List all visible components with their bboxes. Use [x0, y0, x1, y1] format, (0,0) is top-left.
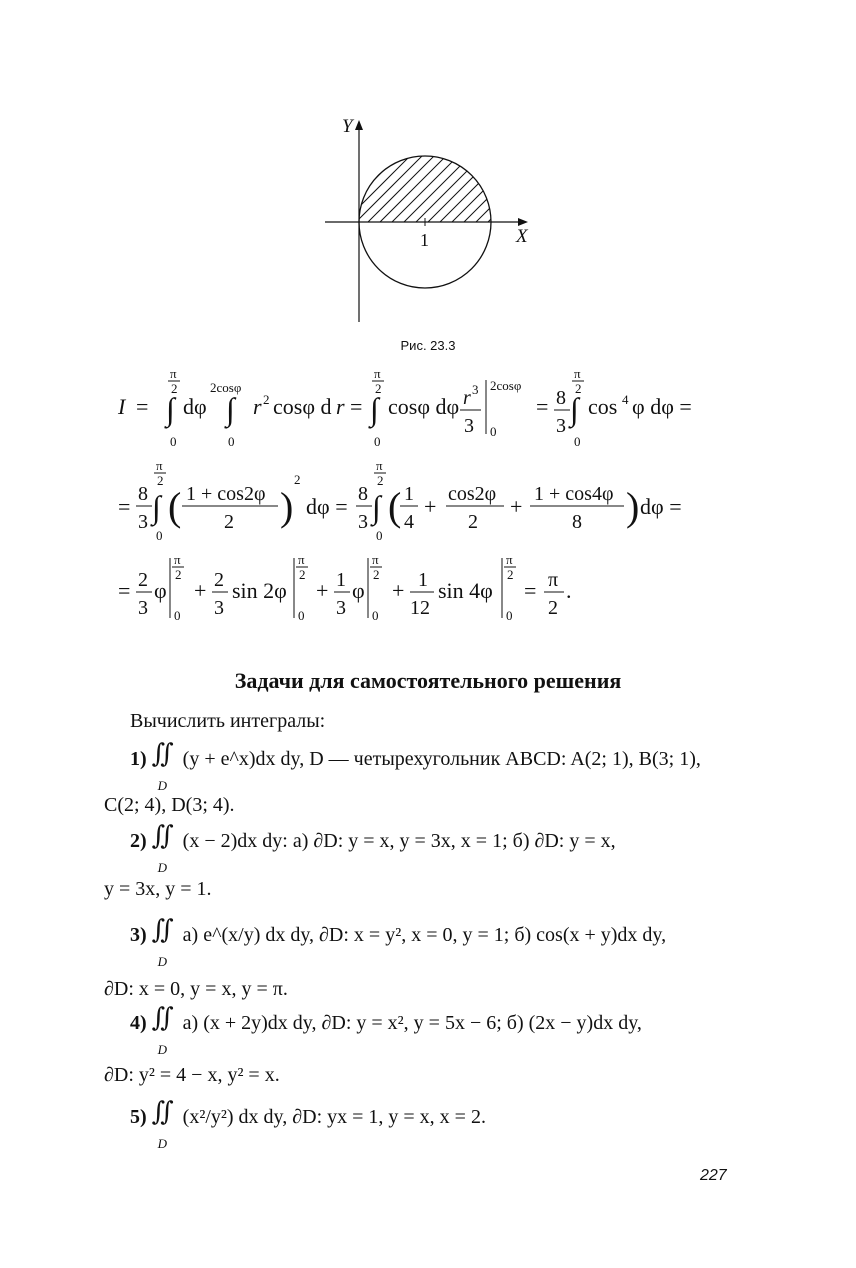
- svg-text:1 + cos4φ: 1 + cos4φ: [534, 483, 614, 505]
- svg-text:8: 8: [556, 387, 566, 409]
- svg-text:1: 1: [404, 483, 414, 505]
- svg-text:12: 12: [410, 597, 430, 619]
- double-integral-icon: ∬ D: [151, 1003, 174, 1058]
- svg-text:3: 3: [464, 415, 474, 437]
- x-axis-label: X: [516, 226, 528, 247]
- svg-text:2: 2: [214, 569, 224, 591]
- svg-text:+: +: [194, 578, 207, 603]
- svg-text:0: 0: [374, 434, 381, 449]
- svg-text:3: 3: [556, 415, 566, 437]
- svg-text:0: 0: [490, 424, 497, 439]
- problem-2-number: 2): [130, 830, 147, 852]
- svg-text:cos2φ: cos2φ: [448, 483, 497, 505]
- svg-text:4: 4: [404, 511, 414, 533]
- problem-1-continuation: C(2; 4), D(3; 4).: [104, 794, 235, 816]
- svg-text:2: 2: [299, 567, 306, 582]
- svg-text:4: 4: [622, 392, 629, 407]
- svg-text:+: +: [424, 494, 437, 519]
- svg-text:2: 2: [468, 511, 478, 533]
- svg-text:=: =: [118, 578, 131, 603]
- section-heading: Задачи для самостоятельного решения: [234, 668, 622, 693]
- svg-text:I: I: [118, 394, 126, 419]
- svg-text:2: 2: [294, 472, 301, 487]
- svg-text:3: 3: [472, 382, 479, 397]
- double-integral-icon: ∬ D: [151, 1097, 174, 1152]
- problem-5: [130, 1097, 754, 1152]
- tick-label: 1: [420, 230, 429, 250]
- svg-text:∫: ∫: [370, 391, 379, 427]
- svg-text:r: r: [463, 387, 471, 409]
- svg-text:0: 0: [228, 434, 235, 449]
- svg-text:(: (: [388, 484, 402, 529]
- svg-text:π: π: [156, 458, 163, 473]
- problem-2-continuation: y = 3x, y = 1.: [104, 878, 212, 900]
- y-axis-arrow: [355, 120, 363, 130]
- svg-text:+: +: [392, 578, 405, 603]
- region-figure: [300, 108, 550, 330]
- svg-text:2: 2: [575, 381, 582, 396]
- svg-text:∫: ∫: [166, 391, 175, 427]
- svg-text:π: π: [174, 552, 181, 567]
- svg-text:): ): [626, 484, 640, 529]
- svg-text:∫: ∫: [372, 489, 381, 525]
- page-number: 227: [700, 1167, 727, 1184]
- svg-text:φ: φ: [154, 578, 167, 603]
- problem-1-number: 1): [130, 748, 147, 770]
- svg-text:π: π: [548, 569, 559, 591]
- problem-2-text: (x − 2)dx dy: а) ∂D: y = x, y = 3x, x = 1; б) ∂D: y = x,: [182, 830, 616, 852]
- svg-text:0: 0: [574, 434, 581, 449]
- problem-3-number: 3): [130, 924, 147, 946]
- problem-3-continuation: ∂D: x = 0, y = x, y = π.: [104, 978, 288, 1000]
- problem-1-text: (y + e^x)dx dy, D — четырехугольник ABCD: A(2; 1), B(3; 1),: [182, 748, 701, 770]
- svg-text:1 + cos2φ: 1 + cos2φ: [186, 483, 266, 505]
- svg-text:3: 3: [214, 597, 224, 619]
- hatching: [304, 148, 550, 238]
- svg-text:π: π: [298, 552, 305, 567]
- svg-text:=: =: [118, 494, 131, 519]
- formula-line-1: [108, 366, 768, 449]
- y-axis-label: Y: [342, 116, 353, 137]
- svg-text:2cosφ: 2cosφ: [210, 380, 242, 395]
- svg-text:.: .: [566, 578, 572, 603]
- svg-text:2: 2: [138, 569, 148, 591]
- svg-text:0: 0: [372, 608, 379, 623]
- problem-2: [130, 821, 754, 876]
- problem-4-number: 4): [130, 1012, 147, 1034]
- formula-line-3: [108, 552, 768, 632]
- svg-text:r: r: [253, 394, 262, 419]
- svg-text:dφ =: dφ =: [640, 494, 682, 519]
- svg-text:3: 3: [138, 597, 148, 619]
- svg-text:∫: ∫: [152, 489, 161, 525]
- double-integral-icon: ∬ D: [151, 821, 174, 876]
- svg-text:π: π: [374, 366, 381, 381]
- svg-text:1: 1: [418, 569, 428, 591]
- svg-text:φ dφ =: φ dφ =: [632, 394, 692, 419]
- svg-text:π: π: [376, 458, 383, 473]
- svg-text:1: 1: [336, 569, 346, 591]
- svg-text:π: π: [170, 366, 177, 381]
- problem-4-text: а) (x + 2y)dx dy, ∂D: y = x², y = 5x − 6; б) (2x − y)dx dy,: [182, 1012, 642, 1034]
- figure-caption: Рис. 23.3: [400, 338, 456, 353]
- svg-text:2: 2: [507, 567, 514, 582]
- problem-1: [130, 739, 754, 794]
- formula-line-2: [108, 458, 768, 543]
- svg-text:2: 2: [263, 392, 270, 407]
- problem-3-text: а) e^(x/y) dx dy, ∂D: x = y², x = 0, y = 1; б) cos(x + y)dx dy,: [182, 924, 667, 946]
- double-integral-icon: ∬ D: [151, 739, 174, 794]
- svg-text:+: +: [510, 494, 523, 519]
- svg-text:sin 2φ: sin 2φ: [232, 578, 287, 603]
- svg-text:dφ: dφ: [183, 394, 207, 419]
- svg-text:0: 0: [298, 608, 305, 623]
- svg-text:): ): [280, 484, 294, 529]
- problem-4: [130, 1003, 754, 1058]
- svg-text:2: 2: [157, 473, 164, 488]
- svg-text:π: π: [574, 366, 581, 381]
- svg-text:+: +: [316, 578, 329, 603]
- svg-text:2: 2: [224, 511, 234, 533]
- svg-text:3: 3: [138, 511, 148, 533]
- svg-text:=: =: [524, 578, 537, 603]
- svg-text:r: r: [336, 394, 345, 419]
- svg-text:2: 2: [548, 597, 558, 619]
- svg-text:=: =: [350, 394, 363, 419]
- svg-text:0: 0: [506, 608, 513, 623]
- svg-text:π: π: [506, 552, 513, 567]
- svg-text:8: 8: [572, 511, 582, 533]
- svg-text:dφ =: dφ =: [306, 494, 348, 519]
- svg-text:(: (: [168, 484, 182, 529]
- svg-text:cos: cos: [588, 394, 618, 419]
- svg-text:π: π: [372, 552, 379, 567]
- svg-text:0: 0: [156, 528, 163, 543]
- problem-3: [130, 915, 754, 970]
- svg-text:2: 2: [373, 567, 380, 582]
- svg-text:∫: ∫: [570, 391, 579, 427]
- svg-text:=: =: [136, 394, 149, 419]
- svg-text:∫: ∫: [226, 391, 235, 427]
- svg-text:3: 3: [336, 597, 346, 619]
- svg-text:3: 3: [358, 511, 368, 533]
- svg-text:2cosφ: 2cosφ: [490, 378, 522, 393]
- svg-text:0: 0: [174, 608, 181, 623]
- problems-intro: Вычислить интегралы:: [130, 710, 326, 732]
- problem-4-continuation: ∂D: y² = 4 − x, y² = x.: [104, 1064, 280, 1086]
- svg-text:2: 2: [375, 381, 382, 396]
- problem-5-number: 5): [130, 1106, 147, 1128]
- x-axis-arrow: [518, 218, 528, 226]
- problem-5-text: (x²/y²) dx dy, ∂D: yx = 1, y = x, x = 2.: [182, 1106, 486, 1128]
- svg-text:8: 8: [358, 483, 368, 505]
- svg-text:cosφ dφ: cosφ dφ: [388, 394, 460, 419]
- svg-text:=: =: [536, 394, 549, 419]
- svg-text:0: 0: [376, 528, 383, 543]
- svg-text:8: 8: [138, 483, 148, 505]
- svg-text:2: 2: [171, 381, 178, 396]
- svg-text:2: 2: [175, 567, 182, 582]
- svg-text:0: 0: [170, 434, 177, 449]
- svg-text:cosφ d: cosφ d: [273, 394, 332, 419]
- double-integral-icon: ∬ D: [151, 915, 174, 970]
- svg-text:φ: φ: [352, 578, 365, 603]
- svg-text:sin 4φ: sin 4φ: [438, 578, 493, 603]
- svg-text:2: 2: [377, 473, 384, 488]
- region-diagram: [300, 108, 550, 330]
